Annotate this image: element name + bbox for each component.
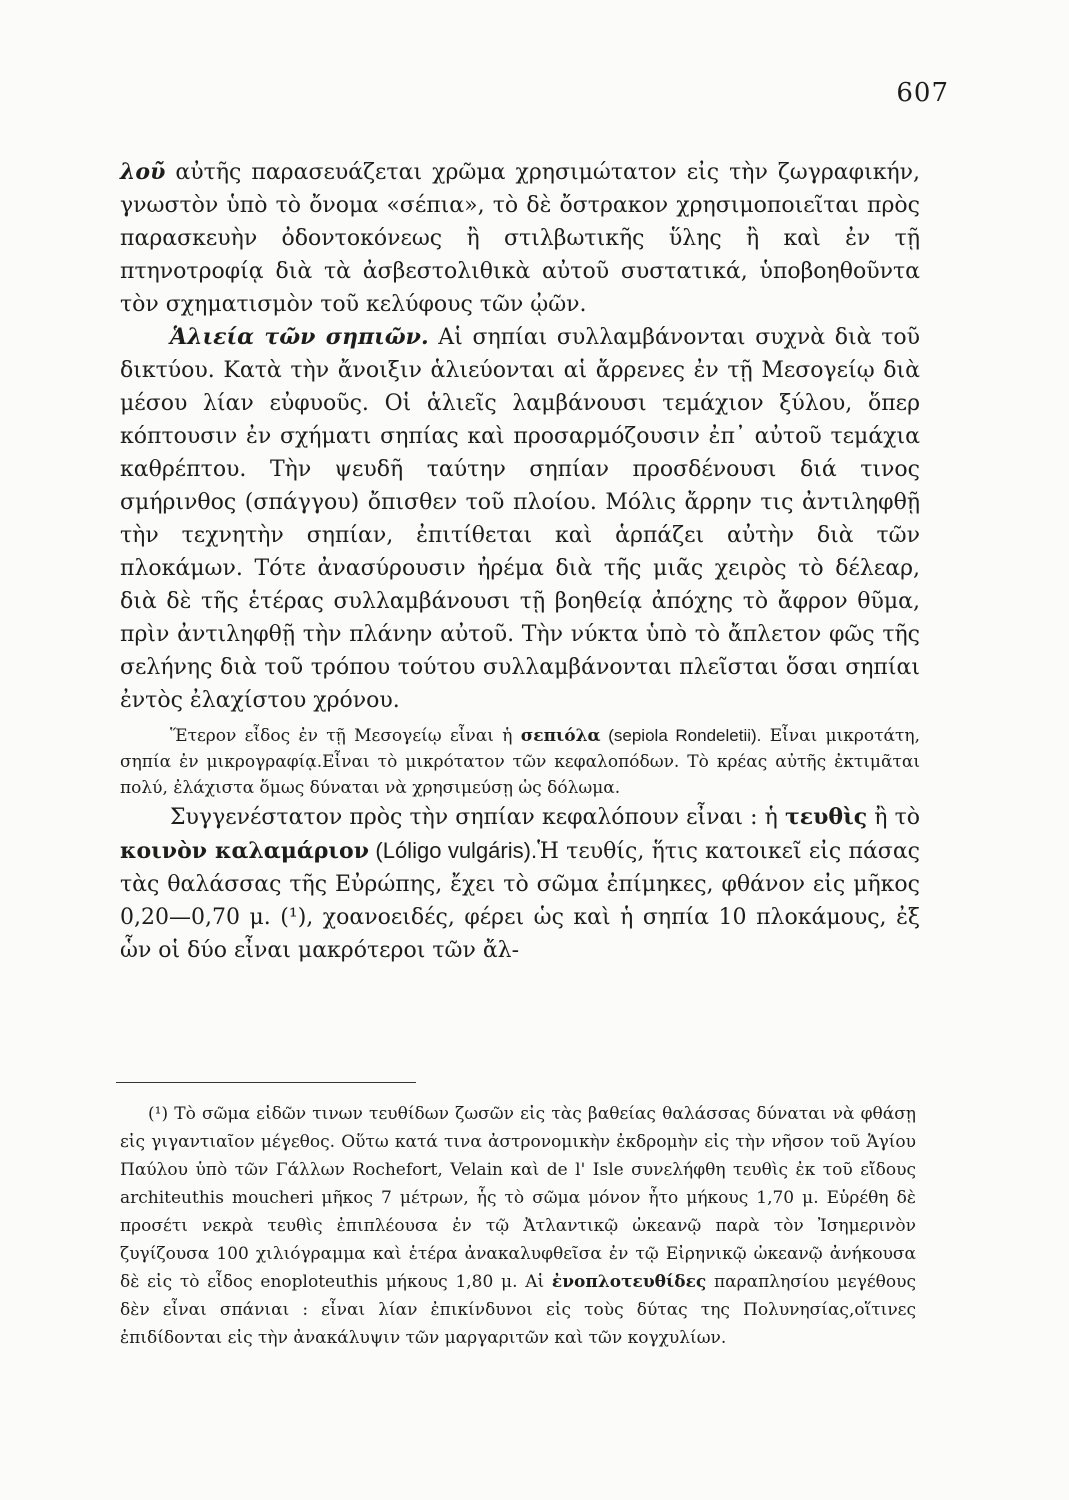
paragraph-4-b: ἢ τὸ <box>867 805 920 830</box>
paragraph-3-term: σεπιόλα <box>520 726 601 746</box>
paragraph-4-term-1: τευθὶς <box>784 804 868 830</box>
footnote <box>120 1100 916 1352</box>
paragraph-3 <box>120 723 920 801</box>
paragraph-4-a: Συγγενέστατον πρὸς τὴν σηπίαν κεφαλόπουν εἶναι : ἡ <box>170 805 785 830</box>
paragraph-4-latin: (Lóligo vulgáris). <box>368 838 538 863</box>
paragraph-3-b: Εἶναι μικροτάτη, σηπία ἐν μικρογραφίᾳ.Εἶναι τὸ μικρότατον τῶν κεφαλοπόδων. Τὸ κρέας αὐτῆς ἐκτιμᾶται πολύ, ἐλάχιστα ὅμως δύναται νὰ χρησιμεύσῃ ὡς δόλωμα. <box>120 726 921 798</box>
paragraph-3-a: Ἕτερον εἶδος ἐν τῇ Μεσογείῳ εἶναι ἡ <box>170 726 521 746</box>
paragraph-1-rest: αὐτῆς παρασευάζεται χρῶμα χρησιμώτατον εἰς τὴν ζωγραφικήν, γνωστὸν ὑπὸ τὸ ὄνομα «σέπια», τὸ δὲ ὄστρακον χρησιμοποιεῖται πρὸς παρασκευὴν ὀδοντοκόνεως ἢ στιλβωτικῆς ὕλης ἢ καὶ ἐν τῇ πτηνοτροφίᾳ διὰ τὰ ἀσβεστολιθικὰ αὐτοῦ συστατικά, ὑποβοηθοῦντα τὸν σχηματισμὸν τοῦ κελύφους τῶν ᾠῶν. <box>120 160 920 317</box>
page-number: 607 <box>896 78 949 108</box>
footnote-divider <box>116 1082 416 1083</box>
paragraph-4-term-2: κοινὸν καλαμάριον <box>120 838 369 864</box>
paragraph-2-text: Αἱ σηπίαι συλλαμβάνονται συχνὰ διὰ τοῦ δικτύου. Κατὰ τὴν ἄνοιξιν ἁλιεύονται αἱ ἄρρενες ἐν τῇ Μεσογείῳ διὰ μέσου λίαν εὐφυοῦς. Οἱ ἁλιεῖς λαμβάνουσι τεμάχιον ξύλου, ὅπερ κόπτουσιν ἐν σχήματι σηπίας καὶ προσαρμόζουσιν ἐπ᾽ αὐτοῦ τεμάχια καθρέπτου. Τὴν ψευδῆ ταύτην σηπίαν προσδένουσι διά τινος σμήρινθος (σπάγγου) ὄπισθεν τοῦ πλοίου. Μόλις ἄρρην τις ἀντιληφθῇ τὴν τεχνητὴν σηπίαν, ἐπιτίθεται καὶ ἁρπάζει αὐτὴν διὰ τῶν πλοκάμων. Τότε ἀνασύρουσιν ἠρέμα διὰ τῆς μιᾶς χειρὸς τὸ δέλεαρ, διὰ δὲ τῆς ἑτέρας συλλαμβάνουσι τῇ βοηθείᾳ ἀπόχης τὸ ἄφρον θῦμα, πρὶν ἀντιληφθῇ τὴν πλάνην αὐτοῦ. Τὴν νύκτα ὑπὸ τὸ ἄπλετον φῶς τῆς σελήνης διὰ τοῦ τρόπου τούτου συλλαμβάνονται πλεῖσται ὅσαι σηπίαι ἐντὸς ἐλαχίστου χρόνου. <box>120 325 920 713</box>
section-heading: Ἁλιεία τῶν σηπιῶν. <box>170 324 429 350</box>
paragraph-4-c: Ἡ τευθίς, ἥτις κατοικεῖ εἰς πάσας τὰς θαλάσσας τῆς Εὐρώπης, ἔχει τὸ σῶμα ἐπίμηκες, φθάνον εἰς μῆκος 0,20—0,70 μ. (¹), χοανοειδές, φέρει ὡς καὶ ἡ σηπία 10 πλοκάμους, ἐξ ὧν οἱ δύο εἶναι μακρότεροι τῶν ἄλ- <box>120 839 921 963</box>
paragraph-3-latin: (sepiola Rondeletii). <box>600 726 762 745</box>
footnote-term: ἐνοπλοτευθίδες <box>551 1272 707 1292</box>
main-text <box>120 156 920 967</box>
paragraph-2 <box>120 321 920 717</box>
paragraph-4 <box>120 801 920 967</box>
paragraph-1 <box>120 156 920 321</box>
paragraph-1-start: λοῦ <box>120 159 166 185</box>
footnote-a: (¹) Τὸ σῶμα εἰδῶν τινων τευθίδων ζωσῶν εἰς τὰς βαθείας θαλάσσας δύναται νὰ φθάσῃ εἰς γιγαντιαῖον μέγεθος. Οὕτω κατά τινα ἀστρονομικὴν ἐκδρομὴν εἰς τὴν νῆσον τοῦ Ἁγίου Παύλου ὑπὸ τῶν Γάλλων Rochefort, Velain καὶ de l' Isle συνελήφθη τευθὶς ἐκ τοῦ εἴδους architeuthis moucheri μῆκος 7 μέτρων, ἧς τὸ σῶμα μόνον ἦτο μήκους 1,70 μ. Εὑρέθη δὲ προσέτι νεκρὰ τευθὶς ἐπιπλέουσα ἐν τῷ Ἀτλαντικῷ ὠκεανῷ παρὰ τὸν Ἰσημερινὸν ζυγίζουσα 100 χιλιόγραμμα καὶ ἑτέρα ἀνακαλυφθεῖσα ἐν τῷ Εἰρηνικῷ ὠκεανῷ ἀνήκουσα δὲ εἰς τὸ εἶδος enoploteuthis μήκους 1,80 μ. Αἱ <box>120 1104 916 1292</box>
footnote-b: παραπλησίου μεγέθους δὲν εἶναι σπάνιαι : εἶναι λίαν ἐπικίνδυνοι εἰς τοὺς δύτας της Πολυνησίας,οἵτινες ἐπιδίδονται εἰς τὴν ἀνακάλυψιν τῶν μαργαριτῶν καὶ τῶν κογχυλίων. <box>120 1272 916 1348</box>
